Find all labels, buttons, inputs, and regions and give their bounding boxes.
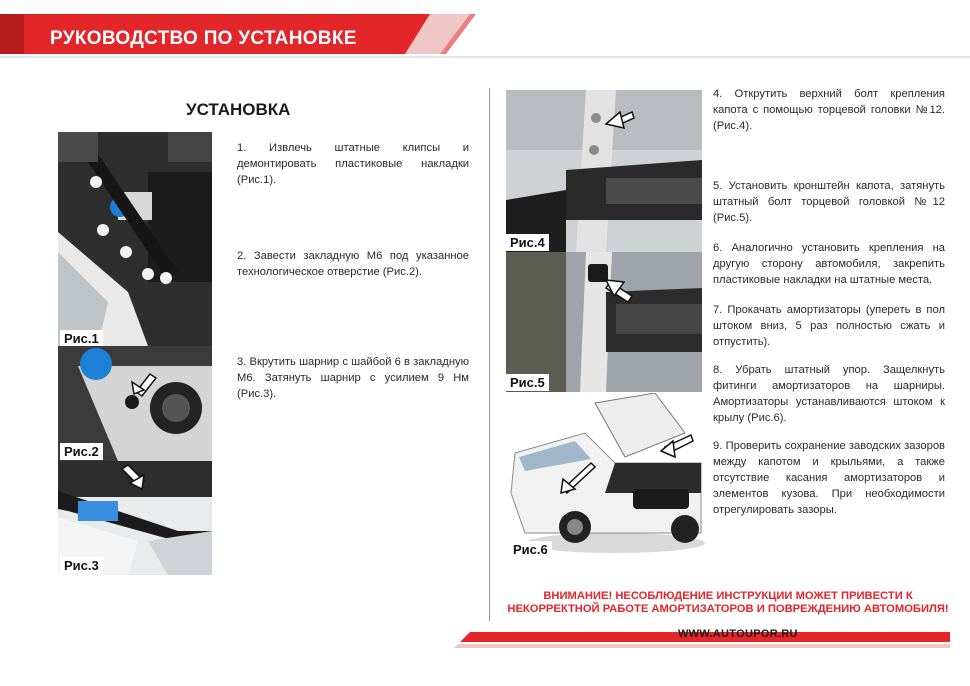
figure-6-photo	[505, 393, 705, 560]
step-7-text: 7. Прокачать амортизаторы (упереть в пол штоком вниз, 5 раз полностью сжать и отпустить).	[713, 304, 945, 348]
step-5-text: 5. Установить кронштейн капота, затянуть штатный болт торцевой головкой №12 (Рис.5).	[713, 180, 945, 224]
step-8-text: 8. Убрать штатный упор. Защелкнуть фитинги амортизаторов на шарниры. Амортизаторы устанавливаются штоком к крылу (Рис.6).	[713, 364, 945, 424]
step-3-text: 3. Вкрутить шарнир с шайбой 6 в закладную М6. Затянуть шарнир с усилием 9 Нм (Рис.3).	[237, 356, 469, 400]
website-link[interactable]: WWW.AUTOUPOR.RU	[678, 628, 798, 640]
step-9-text: 9. Проверить сохранение заводских зазоров между капотом и крыльями, а также отсутствие касания амортизаторов и элементов кузова. При необходимости отрегулировать зазоры.	[713, 440, 945, 516]
step-2-text: 2. Завести закладную М6 под указанное технологическое отверстие (Рис.2).	[237, 250, 469, 278]
step-6-text: 6. Аналогично установить крепления на другую сторону автомобиля, закрепить пластиковые накладки на штатные места.	[713, 242, 945, 286]
figure-4-photo	[506, 90, 702, 252]
column-divider	[489, 88, 490, 621]
figure-2-photo	[58, 346, 212, 461]
page-header-title: РУКОВОДСТВО ПО УСТАНОВКЕ	[50, 28, 357, 49]
figure-3-photo	[58, 461, 212, 575]
figure-3-caption: Рис.3	[60, 557, 103, 574]
figure-6-caption: Рис.6	[509, 541, 552, 558]
figure-1-caption: Рис.1	[60, 330, 103, 346]
warning-text: ВНИМАНИЕ! НЕСОБЛЮДЕНИЕ ИНСТРУКЦИИ МОЖЕТ ПРИВЕСТИ К НЕКОРРЕКТНОЙ РАБОТЕ АМОРТИЗАТОРОВ И ПОВРЕЖДЕНИЮ АВТОМОБИЛЯ!	[507, 590, 949, 615]
section-title: УСТАНОВКА	[186, 100, 291, 119]
figure-5-caption: Рис.5	[506, 374, 549, 391]
figure-5-photo	[506, 252, 702, 392]
figure-2-caption: Рис.2	[60, 443, 103, 460]
step-1-text: 1. Извлечь штатные клипсы и демонтировать пластиковые накладки (Рис.1).	[237, 142, 469, 186]
step-4-text: 4. Открутить верхний болт крепления капота с помощью торцевой головки №12. (Рис.4).	[713, 88, 945, 132]
header-banner	[0, 8, 970, 64]
figure-1-photo	[58, 132, 212, 346]
figure-4-caption: Рис.4	[506, 234, 549, 251]
